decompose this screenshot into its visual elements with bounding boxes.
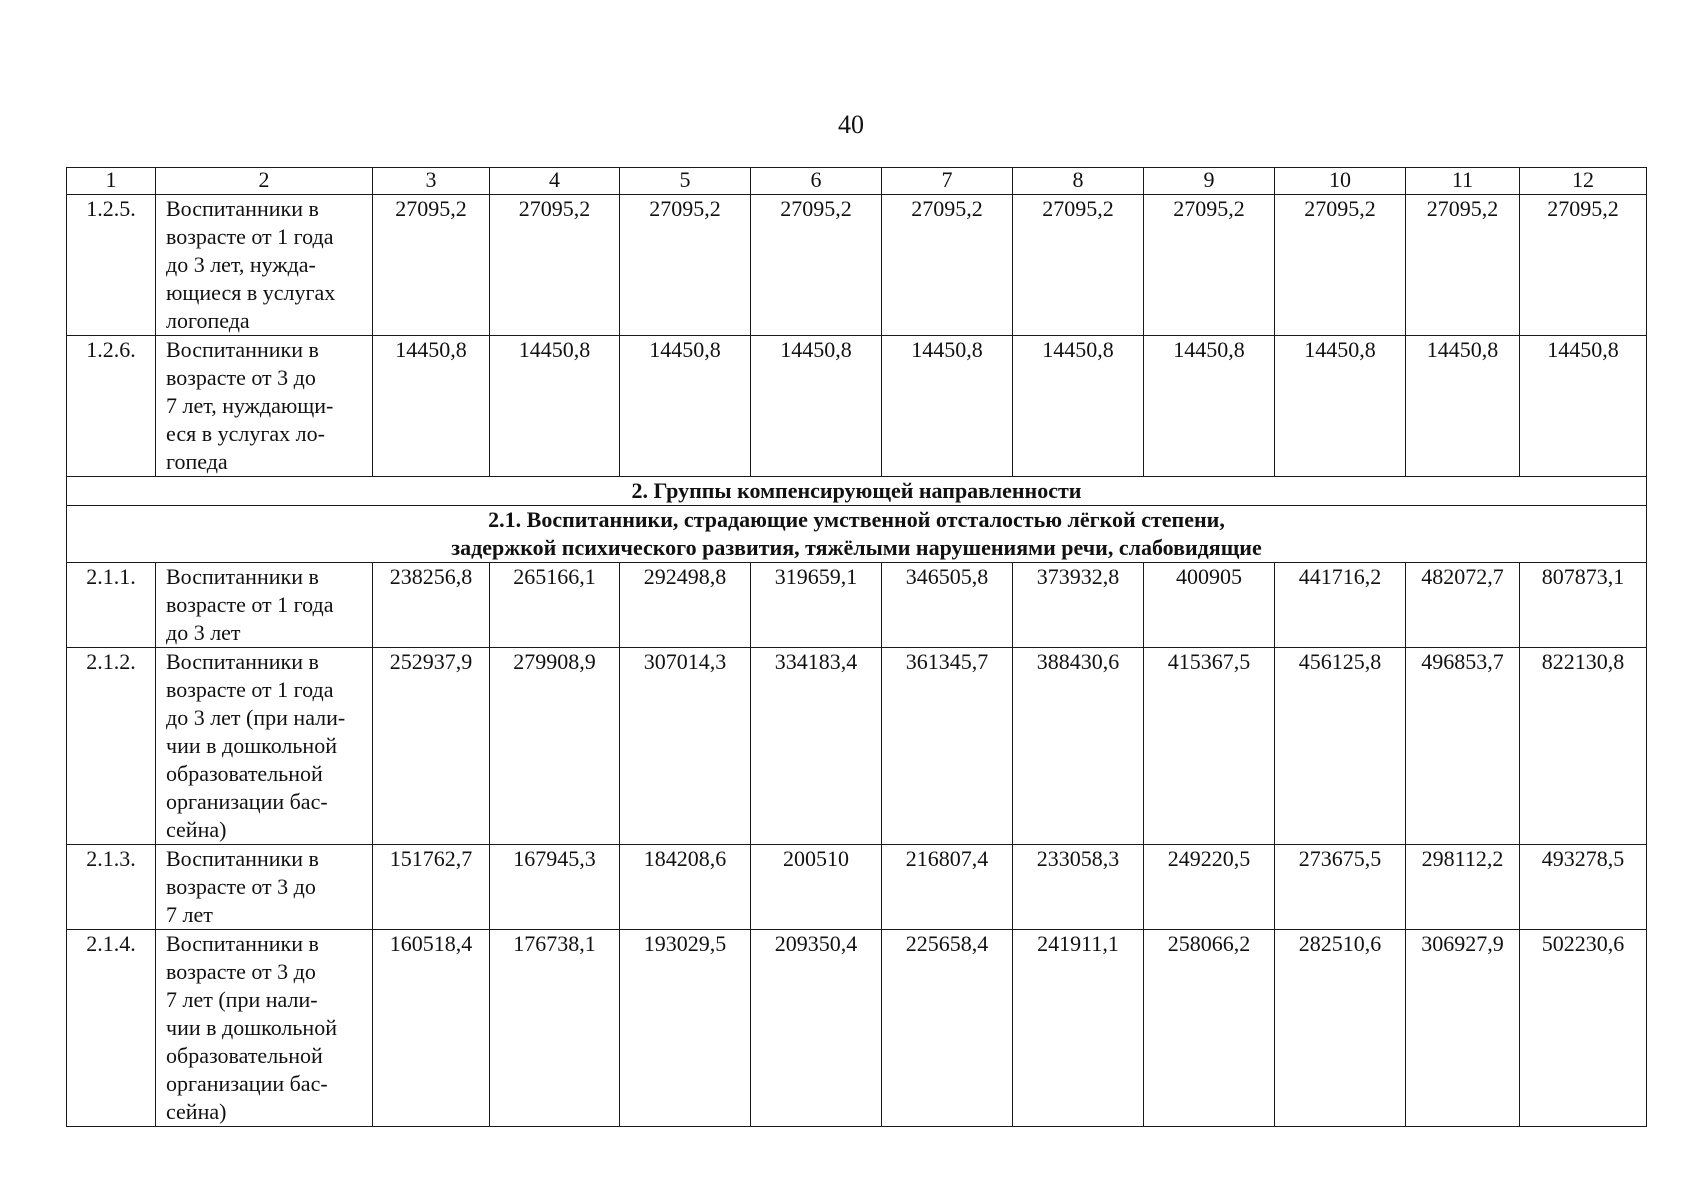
row-description-line: Воспитанники в — [166, 337, 319, 362]
page-number: 40 — [838, 110, 864, 139]
table-row — [67, 195, 1647, 336]
table-row — [67, 336, 1647, 477]
value-cell: 14450,8 — [490, 336, 620, 477]
row-description-line: образовательной — [166, 1043, 323, 1068]
table-row — [67, 648, 1647, 845]
table-row — [67, 563, 1647, 648]
tariff-table — [66, 167, 1647, 1127]
column-number: 5 — [620, 168, 751, 195]
row-description-line: организации бас- — [166, 789, 328, 814]
value-cell: 258066,2 — [1144, 930, 1275, 1127]
value-cell: 233058,3 — [1013, 845, 1144, 930]
value-cell: 361345,7 — [882, 648, 1013, 845]
value-cell: 388430,6 — [1013, 648, 1144, 845]
row-number: 1.2.5. — [67, 195, 156, 336]
subsection-heading-row — [67, 506, 1647, 563]
value-cell: 346505,8 — [882, 563, 1013, 648]
value-cell: 14450,8 — [1144, 336, 1275, 477]
row-number: 2.1.3. — [67, 845, 156, 930]
row-description-line: Воспитанники в — [166, 931, 319, 956]
value-cell: 14450,8 — [1406, 336, 1520, 477]
column-number-row — [67, 168, 1647, 195]
column-number: 2 — [156, 168, 373, 195]
value-cell: 209350,4 — [751, 930, 882, 1127]
value-cell: 279908,9 — [490, 648, 620, 845]
row-description-line: чии в дошкольной — [166, 1015, 337, 1040]
row-number: 2.1.4. — [67, 930, 156, 1127]
value-cell: 27095,2 — [751, 195, 882, 336]
value-cell: 160518,4 — [373, 930, 490, 1127]
value-cell: 415367,5 — [1144, 648, 1275, 845]
subsection-heading-line: задержкой психического развития, тяжёлыми нарушениями речи, слабовидящие — [451, 535, 1262, 560]
row-description-line: Воспитанники в — [166, 564, 319, 589]
row-description-line: организации бас- — [166, 1071, 328, 1096]
value-cell: 27095,2 — [882, 195, 1013, 336]
table-row — [67, 845, 1647, 930]
value-cell: 807873,1 — [1520, 563, 1647, 648]
row-description-line: Воспитанники в — [166, 846, 319, 871]
value-cell: 27095,2 — [1406, 195, 1520, 336]
value-cell: 502230,6 — [1520, 930, 1647, 1127]
row-description-line: возрасте от 3 до — [166, 874, 316, 899]
row-number: 2.1.1. — [67, 563, 156, 648]
column-number: 12 — [1520, 168, 1647, 195]
value-cell: 456125,8 — [1275, 648, 1406, 845]
section-heading: 2. Группы компенсирующей направленности — [67, 477, 1647, 506]
row-description-line: Воспитанники в — [166, 649, 319, 674]
row-description — [156, 195, 373, 336]
value-cell: 151762,7 — [373, 845, 490, 930]
column-number: 7 — [882, 168, 1013, 195]
row-description — [156, 563, 373, 648]
value-cell: 14450,8 — [1520, 336, 1647, 477]
row-number: 2.1.2. — [67, 648, 156, 845]
value-cell: 373932,8 — [1013, 563, 1144, 648]
row-description-line: до 3 лет, нужда- — [166, 252, 316, 277]
column-number: 6 — [751, 168, 882, 195]
row-description-line: возрасте от 1 года — [166, 592, 334, 617]
row-description-line: возрасте от 1 года — [166, 224, 334, 249]
row-description-line: возрасте от 3 до — [166, 959, 316, 984]
row-description-line: чии в дошкольной — [166, 733, 337, 758]
value-cell: 14450,8 — [1275, 336, 1406, 477]
value-cell: 252937,9 — [373, 648, 490, 845]
value-cell: 193029,5 — [620, 930, 751, 1127]
value-cell: 493278,5 — [1520, 845, 1647, 930]
row-description-line: до 3 лет — [166, 620, 241, 645]
column-number: 9 — [1144, 168, 1275, 195]
value-cell: 27095,2 — [490, 195, 620, 336]
row-description — [156, 336, 373, 477]
row-description-line: образовательной — [166, 761, 323, 786]
value-cell: 441716,2 — [1275, 563, 1406, 648]
row-description-line: возрасте от 1 года — [166, 677, 334, 702]
value-cell: 225658,4 — [882, 930, 1013, 1127]
value-cell: 307014,3 — [620, 648, 751, 845]
row-description-line: сейна) — [166, 1099, 227, 1124]
subsection-heading — [67, 506, 1647, 563]
value-cell: 482072,7 — [1406, 563, 1520, 648]
row-description-line: до 3 лет (при нали- — [166, 705, 346, 730]
subsection-heading-line: 2.1. Воспитанники, страдающие умственной отсталостью лёгкой степени, — [488, 507, 1225, 532]
value-cell: 14450,8 — [620, 336, 751, 477]
value-cell: 496853,7 — [1406, 648, 1520, 845]
value-cell: 14450,8 — [1013, 336, 1144, 477]
value-cell: 176738,1 — [490, 930, 620, 1127]
row-description-line: логопеда — [166, 308, 250, 333]
value-cell: 14450,8 — [751, 336, 882, 477]
value-cell: 822130,8 — [1520, 648, 1647, 845]
row-description-line: Воспитанники в — [166, 196, 319, 221]
value-cell: 273675,5 — [1275, 845, 1406, 930]
value-cell: 282510,6 — [1275, 930, 1406, 1127]
value-cell: 27095,2 — [1520, 195, 1647, 336]
value-cell: 292498,8 — [620, 563, 751, 648]
column-number: 4 — [490, 168, 620, 195]
value-cell: 27095,2 — [1144, 195, 1275, 336]
value-cell: 265166,1 — [490, 563, 620, 648]
row-description — [156, 845, 373, 930]
row-description-line: 7 лет — [166, 902, 213, 927]
value-cell: 319659,1 — [751, 563, 882, 648]
column-number: 10 — [1275, 168, 1406, 195]
value-cell: 216807,4 — [882, 845, 1013, 930]
value-cell: 14450,8 — [373, 336, 490, 477]
value-cell: 14450,8 — [882, 336, 1013, 477]
row-description-line: еся в услугах ло- — [166, 421, 325, 446]
column-number: 11 — [1406, 168, 1520, 195]
value-cell: 298112,2 — [1406, 845, 1520, 930]
value-cell: 334183,4 — [751, 648, 882, 845]
value-cell: 27095,2 — [620, 195, 751, 336]
row-description — [156, 930, 373, 1127]
row-description-line: ющиеся в услугах — [166, 280, 336, 305]
value-cell: 27095,2 — [373, 195, 490, 336]
value-cell: 27095,2 — [1013, 195, 1144, 336]
value-cell: 184208,6 — [620, 845, 751, 930]
row-description-line: сейна) — [166, 817, 227, 842]
row-number: 1.2.6. — [67, 336, 156, 477]
row-description-line: 7 лет (при нали- — [166, 987, 318, 1012]
section-heading-row — [67, 477, 1647, 506]
value-cell: 241911,1 — [1013, 930, 1144, 1127]
value-cell: 167945,3 — [490, 845, 620, 930]
row-description — [156, 648, 373, 845]
column-number: 3 — [373, 168, 490, 195]
value-cell: 27095,2 — [1275, 195, 1406, 336]
row-description-line: 7 лет, нуждающи- — [166, 393, 334, 418]
value-cell: 306927,9 — [1406, 930, 1520, 1127]
value-cell: 200510 — [751, 845, 882, 930]
column-number: 1 — [67, 168, 156, 195]
column-number: 8 — [1013, 168, 1144, 195]
value-cell: 249220,5 — [1144, 845, 1275, 930]
value-cell: 400905 — [1144, 563, 1275, 648]
value-cell: 238256,8 — [373, 563, 490, 648]
row-description-line: возрасте от 3 до — [166, 365, 316, 390]
table-row — [67, 930, 1647, 1127]
row-description-line: гопеда — [166, 449, 228, 474]
